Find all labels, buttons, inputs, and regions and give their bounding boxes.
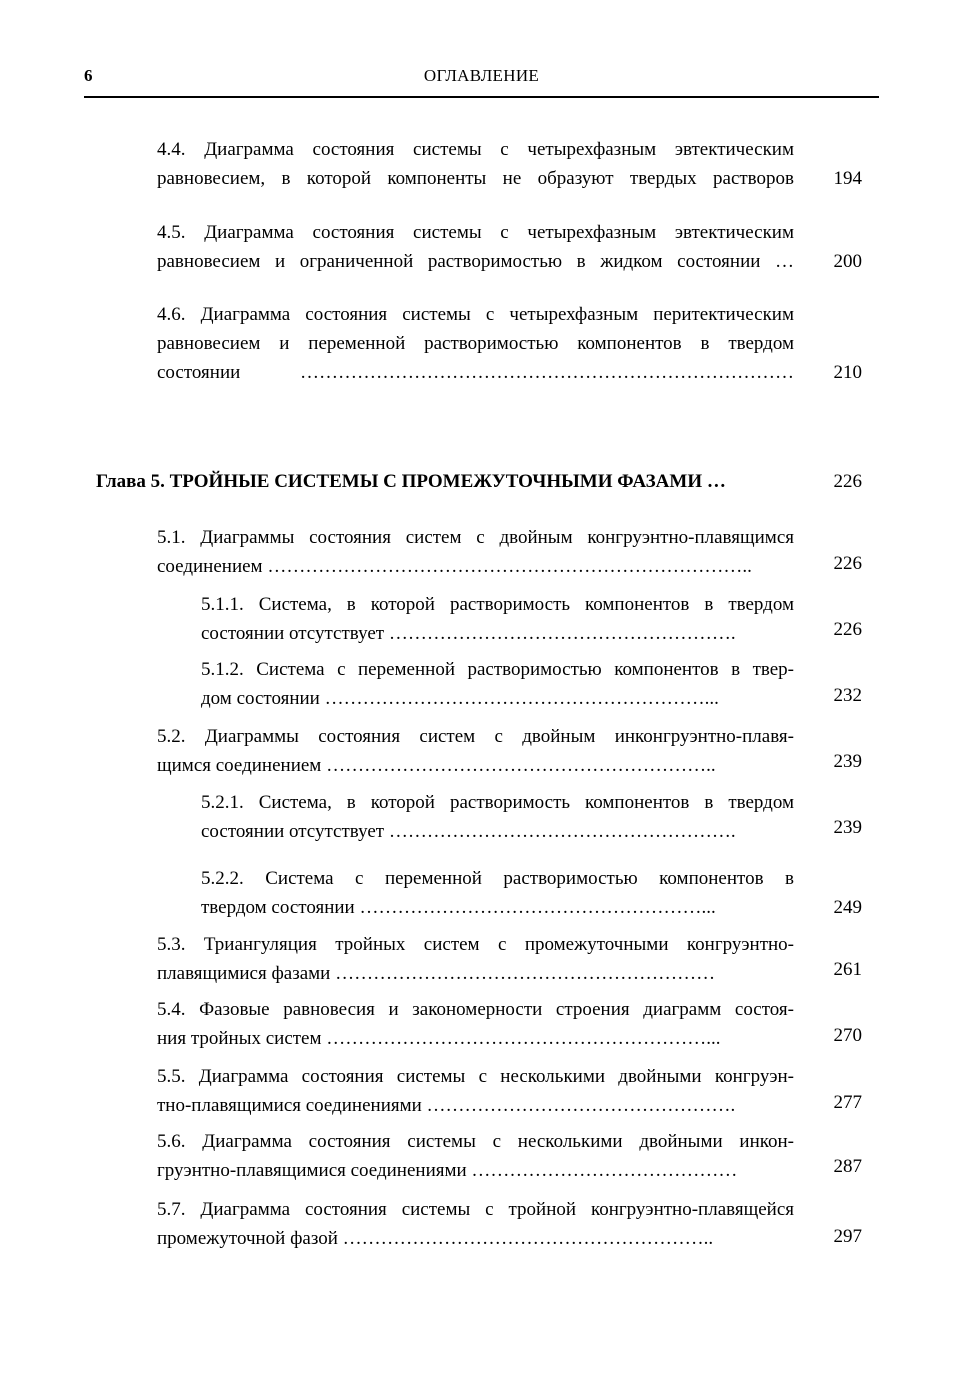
toc-line: тно-плавящимися соединениями …………………………………………. (157, 1095, 736, 1116)
toc-page-number: 261 (833, 959, 862, 980)
toc-page-number: 239 (833, 751, 862, 772)
toc-entry-5-2-1 (201, 788, 794, 846)
toc-line: 4.5. Диаграмма состояния системы с четырехфазным эвтектическим (157, 222, 794, 243)
toc-line: 5.2. Диаграммы состояния систем с двойным инконгруэнтно-плавя- (157, 726, 794, 747)
toc-entry-5-3 (157, 930, 794, 988)
toc-line: равновесием и переменной растворимостью компонентов в твердом (157, 333, 794, 354)
toc-line: соединением ………………………………………………………………….. (157, 556, 752, 577)
toc-entry-5-1-2 (201, 655, 794, 713)
toc-line: ния тройных систем ……………………………………………………... (157, 1028, 721, 1049)
toc-page-number: 270 (833, 1025, 862, 1046)
toc-line: щимся соединением …………………………………………………….. (157, 755, 716, 776)
toc-chapter-5 (96, 467, 726, 496)
toc-line: 5.2.1. Система, в которой растворимость компонентов в твердом (201, 792, 794, 813)
toc-line: 5.6. Диаграмма состояния системы с несколькими двойными инкон- (157, 1131, 794, 1152)
toc-entry-4-5 (157, 218, 794, 276)
toc-line: 5.4. Фазовые равновесия и закономерности строения диаграмм состоя- (157, 999, 794, 1020)
toc-page-number: 239 (833, 817, 862, 838)
toc-line: груэнтно-плавящимися соединениями …………………………………… (157, 1160, 738, 1181)
toc-entry-4-4 (157, 135, 794, 193)
toc-line: равновесием, в которой компоненты не образуют твердых растворов (157, 168, 794, 189)
toc-entry-5-7 (157, 1195, 794, 1253)
toc-line: 5.1. Диаграммы состояния систем с двойным конгруэнтно-плавящимся (157, 527, 794, 548)
toc-entry-5-4 (157, 995, 794, 1053)
toc-page-number: 232 (833, 685, 862, 706)
toc-page-number: 226 (833, 553, 862, 574)
toc-line: 5.5. Диаграмма состояния системы с несколькими двойными конгруэн- (157, 1066, 794, 1087)
toc-line: равновесием и ограниченной растворимостью в жидком состоянии … (157, 251, 794, 272)
toc-line: 5.3. Триангуляция тройных систем с промежуточными конгруэнтно- (157, 934, 794, 955)
toc-line: твердом состоянии ………………………………………………... (201, 897, 716, 918)
toc-entry-5-1-1 (201, 590, 794, 648)
toc-page-number: 226 (833, 619, 862, 640)
toc-page-number: 297 (833, 1226, 862, 1247)
toc-page-number: 210 (833, 362, 862, 383)
running-head: ОГЛАВЛЕНИЕ (423, 66, 540, 85)
toc-page-number: 277 (833, 1092, 862, 1113)
toc-line: 5.1.2. Система с переменной растворимостью компонентов в твер- (201, 659, 794, 680)
toc-entry-4-6 (157, 300, 794, 387)
toc-entry-5-2 (157, 722, 794, 780)
page-number: 6 (84, 66, 93, 85)
toc-entry-5-5 (157, 1062, 794, 1120)
toc-entry-5-6 (157, 1127, 794, 1185)
toc-line: промежуточной фазой ………………………………………………….. (157, 1228, 714, 1249)
toc-page-number: 249 (833, 897, 862, 918)
chapter-title: Глава 5. ТРОЙНЫЕ СИСТЕМЫ С ПРОМЕЖУТОЧНЫМИ ФАЗАМИ … (96, 471, 726, 492)
toc-line: дом состоянии ……………………………………………………... (201, 688, 719, 709)
toc-line: 5.7. Диаграмма состояния системы с тройной конгруэнтно-плавящейся (157, 1199, 794, 1220)
toc-line: 5.1.1. Система, в которой растворимость компонентов в твердом (201, 594, 794, 615)
toc-line: 4.4. Диаграмма состояния системы с четырехфазным эвтектическим (157, 139, 794, 160)
toc-line: состоянии отсутствует ………………………………………………. (201, 821, 736, 842)
toc-line: 5.2.2. Система с переменной растворимостью компонентов в (201, 868, 794, 889)
toc-line: плавящимися фазами …………………………………………………… (157, 963, 716, 984)
toc-page-number: 226 (833, 471, 862, 492)
toc-line: состоянии …………………………………………………………………… (157, 362, 794, 383)
toc-page-number: 200 (833, 251, 862, 272)
toc-line: состоянии отсутствует ………………………………………………. (201, 623, 736, 644)
toc-entry-5-2-2 (201, 864, 794, 922)
toc-line: 4.6. Диаграмма состояния системы с четырехфазным перитектическим (157, 304, 794, 325)
toc-page-number: 287 (833, 1156, 862, 1177)
header-rule (84, 96, 879, 98)
toc-entry-5-1 (157, 523, 794, 581)
toc-page-number: 194 (833, 168, 862, 189)
